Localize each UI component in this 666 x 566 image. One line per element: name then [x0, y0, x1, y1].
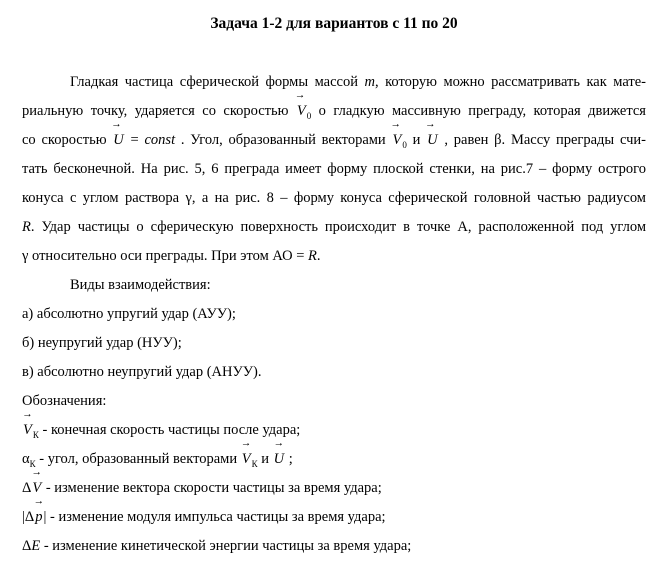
- page-title: Задача 1-2 для вариантов с 11 по 20: [210, 15, 458, 32]
- vector-symbol: → U: [112, 132, 124, 148]
- text-segment: Виды взаимодействия:: [70, 277, 211, 293]
- text-line: [22, 271, 646, 300]
- text-line: [22, 126, 646, 155]
- text-line: [22, 213, 646, 242]
- text-segment: о гладкую массивную преграду, которая движется: [311, 103, 646, 119]
- text-segment: γ относительно оси преграды. При этом АО =: [22, 248, 309, 264]
- text-segment: тать бесконечной. На рис. 5, 6 преграда имеет форму плоской стенки, на рис.7 – форму острого: [22, 161, 646, 177]
- text-line: [22, 184, 646, 213]
- text-segment: Обозначения:: [22, 393, 107, 409]
- vector-symbol: → $V_К$: [22, 422, 39, 438]
- text-segment: .: [316, 248, 321, 264]
- subscript: К: [29, 458, 36, 469]
- text-line: [22, 532, 646, 561]
- text-segment: риальную точку, ударяется со скоростью: [22, 103, 296, 119]
- text-segment: |Δ: [22, 509, 35, 525]
- text-line: [22, 300, 646, 329]
- text-line: [22, 474, 646, 503]
- text-segment: | - изменение модуля импульса частицы за время удара;: [43, 509, 386, 525]
- text-segment: Δ: [22, 538, 32, 554]
- vector-symbol: → $V_0$: [391, 132, 406, 148]
- math-variable: E: [31, 538, 41, 554]
- text-segment: Гладкая частица сферической формы массой: [70, 74, 365, 90]
- text-line: [22, 329, 646, 358]
- vector-symbol: → $V_0$: [296, 103, 311, 119]
- text-segment: в) абсолютно неупругий удар (АНУУ).: [22, 364, 262, 380]
- text-segment: =: [124, 132, 145, 148]
- text-line: [22, 155, 646, 184]
- text-segment: конуса с углом раствора γ, а на рис. 8 – форму конуса сферической головной частью радиусом: [22, 190, 646, 206]
- text-segment: . Удар частицы о сферическую поверхность происходит в точке А, расположенной под углом: [30, 219, 646, 235]
- text-segment: - угол, образованный векторами: [35, 451, 241, 467]
- text-segment: - конечная скорость частицы после удара;: [38, 422, 301, 438]
- text-segment: - изменение вектора скорости частицы за время удара;: [42, 480, 382, 496]
- vector-symbol: → U: [273, 451, 285, 467]
- text-line: [22, 416, 646, 445]
- text-segment: и: [406, 132, 427, 148]
- text-segment: б) неупругий удар (НУУ);: [22, 335, 182, 351]
- math-variable: m: [364, 74, 375, 90]
- text-line: [22, 387, 646, 416]
- text-segment: а) абсолютно упругий удар (АУУ);: [22, 306, 236, 322]
- text-segment: - изменение кинетической энергии частицы за время удара;: [40, 538, 412, 554]
- text-segment: α: [22, 451, 30, 467]
- text-segment: , которую можно рассматривать как мате-: [374, 74, 646, 90]
- math-variable: const: [144, 132, 176, 148]
- vector-symbol: → V: [31, 480, 42, 496]
- vector-symbol: → p: [34, 509, 43, 525]
- math-variable: R: [22, 219, 31, 235]
- text-line: [22, 68, 646, 97]
- text-segment: , равен β. Массу преграды счи-: [438, 132, 646, 148]
- text-segment: со скоростью: [22, 132, 113, 148]
- text-segment: ;: [285, 451, 293, 467]
- vector-symbol: → U: [426, 132, 438, 148]
- document-body: [22, 68, 646, 561]
- text-segment: Δ: [22, 480, 32, 496]
- text-line: [22, 242, 646, 271]
- text-line: [22, 358, 646, 387]
- vector-symbol: → $V_К$: [241, 451, 258, 467]
- text-line: [22, 503, 646, 532]
- text-line: [22, 445, 646, 474]
- text-segment: и: [257, 451, 273, 467]
- text-segment: . Угол, образованный векторами: [175, 132, 392, 148]
- math-variable: R: [308, 248, 317, 264]
